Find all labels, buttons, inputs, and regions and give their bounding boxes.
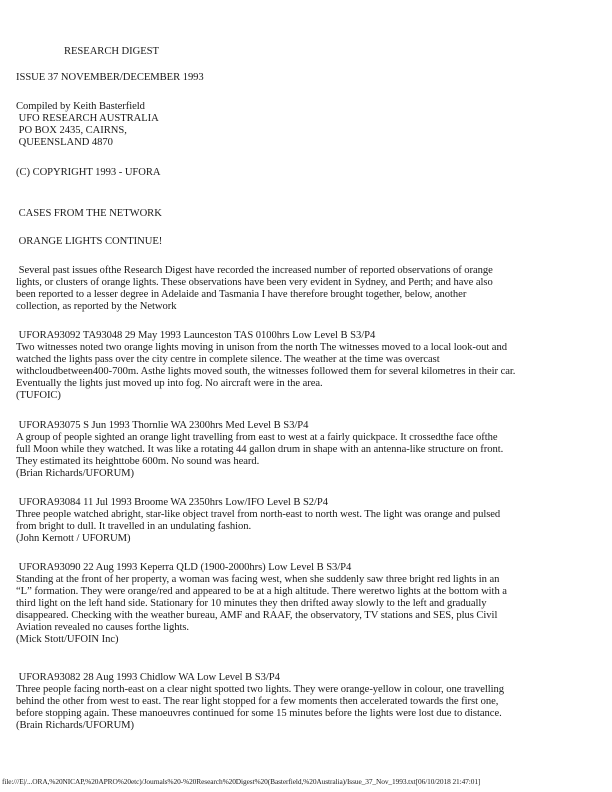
- org-name: UFO RESEARCH AUSTRALIA: [16, 113, 159, 124]
- state-line: QUEENSLAND 4870: [16, 137, 113, 148]
- case-body-line: A group of people sighted an orange light travelling from east to west at a fairly quickpace. It crossedthe face ofthe: [16, 432, 498, 443]
- case-heading: UFORA93082 28 Aug 1993 Chidlow WA Low Level B S3/P4: [16, 672, 280, 683]
- case-body-line: Two witnesses noted two orange lights moving in unison from the north The witnesses moved to a local look-out and: [16, 342, 507, 353]
- case-source: (Brain Richards/UFORUM): [16, 720, 135, 731]
- case-body-line: watched the lights pass over the city centre in complete silence. The weather at the time was overcast: [16, 354, 440, 365]
- case-source: (TUFOIC): [16, 390, 61, 401]
- case-heading: UFORA93075 S Jun 1993 Thornlie WA 2300hrs Med Level B S3/P4: [16, 420, 309, 431]
- case-body-line: They estimated its heighttobe 600m. No sound was heard.: [16, 456, 260, 467]
- intro-line: been reported to a lesser degree in Adelaide and Tasmania I have therefore brought together, below, another: [16, 289, 467, 300]
- orange-lights-heading: ORANGE LIGHTS CONTINUE!: [16, 236, 163, 247]
- case-source: (Brian Richards/UFORUM): [16, 468, 135, 479]
- case-body-line: Standing at the front of her property, a woman was facing west, when she suddenly saw three bright red lights in an: [16, 574, 500, 585]
- network-heading: CASES FROM THE NETWORK: [16, 208, 162, 219]
- intro-line: Several past issues ofthe Research Digest have recorded the increased number of reported observations of orange: [16, 265, 493, 276]
- case-source: (Mick Stott/UFOIN Inc): [16, 634, 119, 645]
- case-body-line: withcloudbetween400-700m. Asthe lights moved south, the witnesses followed them for several kilometres in their car.: [16, 366, 516, 377]
- case-source: (John Kernott / UFORUM): [16, 533, 131, 544]
- case-body-line: disappeared. Checking with the weather bureau, AMF and RAAF, the observatory, TV stations and SES, plus Civil: [16, 610, 498, 621]
- file-path-footer: file:///E|/...ORA,%20NICAP,%20APRO%20etc)/Journals%20-%20Research%20Digest%20(Basterfield,%20Australia)/Issue_37_Nov_1993.txt[06/10/2018 21:47:01]: [2, 777, 481, 786]
- case-heading: UFORA93092 TA93048 29 May 1993 Launceston TAS 0100hrs Low Level B S3/P4: [16, 330, 376, 341]
- case-body-line: Three people facing north-east on a clear night spotted two lights. They were orange-yellow in colour, one travelling: [16, 684, 505, 695]
- po-box: PO BOX 2435, CAIRNS,: [16, 125, 127, 136]
- case-body-line: Aviation revealed no causes forthe lights.: [16, 622, 190, 633]
- case-heading: UFORA93084 11 Jul 1993 Broome WA 2350hrs Low/IFO Level B S2/P4: [16, 497, 329, 508]
- case-body-line: before stopping again. These manoeuvres continued for some 15 minutes before the lights were lost due to distance.: [16, 708, 502, 719]
- digest-title: RESEARCH DIGEST: [64, 46, 159, 57]
- case-body-line: third light on the left hand side. Stationary for 10 minutes they then drifted away slowly to the left and gradually: [16, 598, 487, 609]
- case-body-line: Three people watched abright, star-like object travel from north-east to north west. The light was orange and pulsed: [16, 509, 501, 520]
- case-body-line: behind the other from west to east. The rear light stopped for a few moments then accelerated towards the first one,: [16, 696, 499, 707]
- compiled-by: Compiled by Keith Basterfield: [16, 101, 145, 112]
- intro-line: lights, or clusters of orange lights. These observations have been very evident in Sydney, and Perth; and have also: [16, 277, 493, 288]
- case-body-line: “L” formation. They were orange/red and appeared to be at a high altitude. There weretwo lights at the bottom with a: [16, 586, 507, 597]
- case-heading: UFORA93090 22 Aug 1993 Keperra QLD (1900-2000hrs) Low Level B S3/P4: [16, 562, 352, 573]
- case-body-line: from bright to dull. It travelled in an undulating fashion.: [16, 521, 252, 532]
- copyright: (C) COPYRIGHT 1993 - UFORA: [16, 167, 161, 178]
- intro-line: collection, as reported by the Network: [16, 301, 177, 312]
- case-body-line: full Moon while they watched. It was like a rotating 44 gallon drum in shape with an antenna-like structure on front.: [16, 444, 504, 455]
- issue-line: ISSUE 37 NOVEMBER/DECEMBER 1993: [16, 72, 204, 83]
- case-body-line: Eventually the lights just moved up into fog. No aircraft were in the area.: [16, 378, 323, 389]
